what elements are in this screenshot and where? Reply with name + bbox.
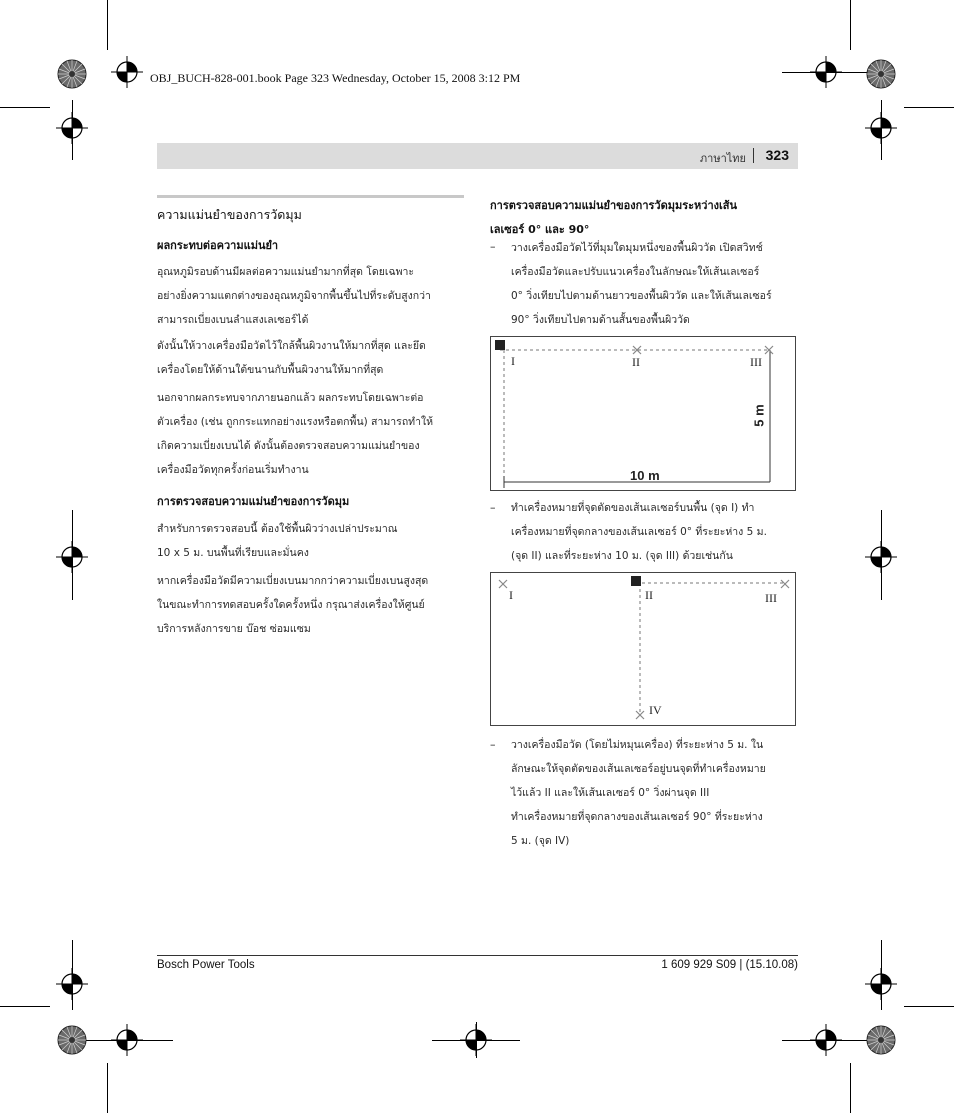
fig1-height-dimension: 5 m <box>751 404 767 427</box>
text-line: บริการหลังการขาย บ๊อช ซ่อมแซม <box>157 623 311 635</box>
text-line: ในขณะทำการทดสอบครั้งใดครั้งหนึ่ง กรุณาส่งเครื่องให้ศูนย์ <box>157 599 425 611</box>
text-line: นอกจากผลกระทบจากภายนอกแล้ว ผลกระทบโดยเฉพาะต่อ <box>157 392 424 404</box>
text-line: เครื่องหมายที่จุดกลางของเส้นเลเซอร์ 0° ที่ระยะห่าง 5 ม. <box>511 526 767 538</box>
text-line: 5 ม. (จุด IV) <box>511 835 570 847</box>
text-line: 0° วิ่งเทียบไปตามด้านยาวของพื้นผิววัด และให้เส้นเลเซอร์ <box>511 290 772 302</box>
laser-device-marker <box>495 340 505 350</box>
text-line: ลักษณะให้จุดตัดของเส้นเลเซอร์อยู่บนจุดที่ทำเครื่องหมาย <box>511 763 766 775</box>
paragraph-external-influences <box>157 386 433 482</box>
print-header: OBJ_BUCH-828-001.book Page 323 Wednesday, October 15, 2008 3:12 PM <box>150 71 521 85</box>
text-line: ไว้แล้ว II และให้เส้นเลเซอร์ 0° วิ่งผ่านจุด III <box>511 787 710 799</box>
fig2-label-i: I <box>509 588 513 602</box>
text-line: หากเครื่องมือวัดมีความเบี่ยงเบนมากกว่าความเบี่ยงเบนสูงสุด <box>157 575 429 587</box>
header-separator <box>753 148 754 163</box>
footer-rule <box>157 955 798 956</box>
figure-2-drawing <box>490 572 796 726</box>
fig1-width-dimension: 10 m <box>630 468 660 483</box>
subheading-influences: ผลกระทบต่อความแม่นยำ <box>157 239 279 252</box>
title-line: เลเซอร์ 0° และ 90° <box>490 223 590 236</box>
text-line: ทำเครื่องหมายที่จุดตัดของเส้นเลเซอร์บนพื้น (จุด I) ทำ <box>511 502 755 514</box>
text-line: (จุด II) และที่ระยะห่าง 10 ม. (จุด III) ด้วยเช่นกัน <box>511 550 733 562</box>
fig1-label-ii: II <box>632 355 640 369</box>
paragraph-placement <box>157 334 426 382</box>
text-line: สามารถเบี่ยงเบนลำแสงเลเซอร์ได้ <box>157 314 309 326</box>
text-line: เครื่องโดยให้ด้านใต้ขนานกับพื้นผิวงานให้มากที่สุด <box>157 364 384 376</box>
text-line: อุณหภูมิรอบด้านมีผลต่อความแม่นยำมากที่สุด โดยเฉพาะ <box>157 266 415 278</box>
text-line: 90° วิ่งเทียบไปตามด้านสั้นของพื้นผิววัด <box>511 314 690 326</box>
bullet-dash: – <box>490 501 496 514</box>
laser-device-marker <box>631 576 641 586</box>
text-line: สำหรับการตรวจสอบนี้ ต้องใช้พื้นผิวว่างเปล่าประมาณ <box>157 523 398 535</box>
text-line: 10 x 5 ม. บนพื้นที่เรียบและมั่นคง <box>157 547 309 559</box>
text-line: เกิดความเบี่ยงเบนได้ ดังนั้นต้องตรวจสอบความแม่นยำของ <box>157 440 420 452</box>
text-line: เครื่องมือวัดและปรับแนวเครื่องในลักษณะให้เส้นเลเซอร์ <box>511 266 760 278</box>
text-line: เครื่องมือวัดทุกครั้งก่อนเริ่มทำงาน <box>157 464 309 476</box>
page-number: 323 <box>765 147 789 163</box>
fig1-label-i: I <box>511 354 515 368</box>
text-line: อย่างยิ่งความแตกต่างของอุณหภูมิจากพื้นขึ้นไปที่ระดับสูงกว่า <box>157 290 431 302</box>
step-3-text <box>511 733 766 853</box>
subheading-check-accuracy: การตรวจสอบความแม่นยำของการวัดมุม <box>157 495 350 508</box>
mark-point-i <box>499 580 507 588</box>
section-title-0-90 <box>490 194 737 242</box>
step-2-text <box>511 496 767 568</box>
bullet-dash: – <box>490 738 496 751</box>
footer-brand: Bosch Power Tools <box>157 959 255 971</box>
page-header-band <box>157 143 798 169</box>
fig2-label-iii: III <box>765 591 777 605</box>
footer-doc-number: 1 609 929 S09 | (15.10.08) <box>661 959 798 971</box>
title-line: การตรวจสอบความแม่นยำของการวัดมุมระหว่างเส้น <box>490 199 738 212</box>
paragraph-service-note <box>157 569 428 641</box>
text-line: ดังนั้นให้วางเครื่องมือวัดไว้ใกล้พื้นผิวงานให้มากที่สุด และยึด <box>157 340 426 352</box>
fig2-label-ii: II <box>645 588 653 602</box>
bullet-dash: – <box>490 240 496 253</box>
language-label: ภาษาไทย <box>699 152 746 165</box>
text-line: ตัวเครื่อง (เช่น ถูกกระแทกอย่างแรงหรือตกพื้น) สามารถทำให้ <box>157 416 434 428</box>
fig2-label-iv: IV <box>649 703 662 717</box>
step-1-text <box>511 236 772 332</box>
text-line: วางเครื่องมือวัดไว้ที่มุมใดมุมหนึ่งของพื้นผิววัด เปิดสวิทช์ <box>511 242 763 254</box>
mark-point-iv <box>636 711 644 719</box>
mark-point-iii <box>781 580 789 588</box>
section-title: ความแม่นยำของการวัดมุม <box>157 207 302 222</box>
paragraph-surface-requirement <box>157 517 398 565</box>
paragraph-temperature <box>157 260 431 332</box>
text-line: ทำเครื่องหมายที่จุดกลางของเส้นเลเซอร์ 90° ที่ระยะห่าง <box>511 811 763 823</box>
fig1-label-iii: III <box>750 355 762 369</box>
text-line: วางเครื่องมือวัด (โดยไม่หมุนเครื่อง) ที่ระยะห่าง 5 ม. ใน <box>511 739 764 751</box>
section-rule <box>157 195 464 198</box>
